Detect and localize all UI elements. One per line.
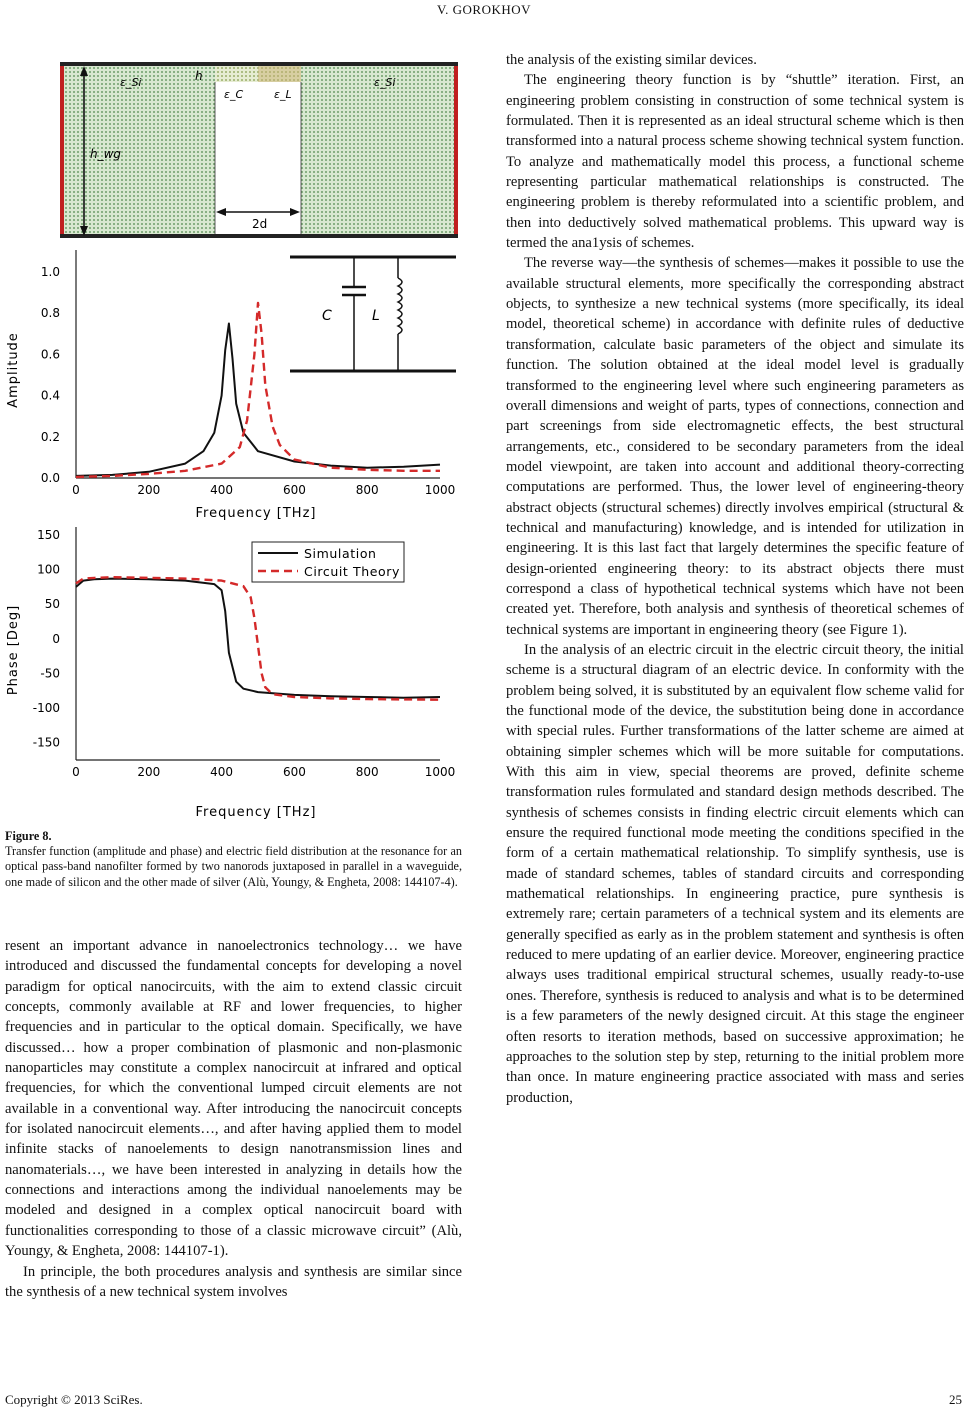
amplitude-ytick: 0.4 <box>40 388 60 403</box>
legend-simulation: Simulation <box>304 546 377 561</box>
phase-xtick: 0 <box>72 765 80 779</box>
phase-ytick: 100 <box>37 562 60 577</box>
eps-si-right: ε_Si <box>374 76 396 89</box>
phase-xtick: 600 <box>282 765 306 779</box>
footer-page-number: 25 <box>949 1392 962 1407</box>
amplitude-ytick: 0.8 <box>40 306 60 321</box>
caption-title: Figure 8. <box>5 829 52 843</box>
amplitude-xtick: 400 <box>210 483 234 497</box>
2d-label: 2d <box>252 217 268 231</box>
right-paragraph-2: The engineering theory function is by “shuttle” iteration. First, an engineering problem consisting in construction of some technical system is formulated. Then it is represented as an ideal structural scheme which is then transformed into a natural process scheme showing technical system function. To analyze and mathematically model this process, a functional scheme representing particular mathematical relationships is constructed. The engineering problem is thereby reformulated into a scientific problem, and then into deductively solved mathematical problems. This upward way is termed the ana1ysis of schemes. <box>506 72 964 252</box>
figure-caption <box>5 829 462 890</box>
eps-l-label: ε_L <box>274 88 292 101</box>
phase-xtick: 800 <box>355 765 379 779</box>
left-paragraph-1: resent an important advance in nanoelectronics technology… we have introduced and discussed the fundamental concepts for developing a novel paradigm for optical nanocircuits, with the aim to extend classic circuit concepts, commonly available at RF and lower frequencies, to higher frequencies and in particular to the optical domain. Specifically, we have discussed… how a proper combination of plasmonic and non-plasmonic nanoparticles may constitute a complex nanocircuit at infrared and optical frequencies, for which the conventional lumped circuit elements are not available in a conventional way. After introducing the nanocircuit concepts for isolated nanocircuit elements…, and after having applied them to model infinite stacks of nanoelements to design nanotransmission lines and nanomaterials…, we have been interested in analyzing in details how the connections and interactions among the individual nanoelements may be modeled and designed in a complex optical nanocircuit board with functionalities corresponding to those of a classic microwave circuit” (Alù, Youngy, & Engheta, 2008: 144107-1). <box>5 938 462 1260</box>
phase-ytick: 50 <box>44 597 60 612</box>
phase-series <box>76 577 440 700</box>
running-header: V. GOROKHOV <box>436 2 532 17</box>
amplitude-xtick: 1000 <box>424 483 456 497</box>
amplitude-ylabel: Amplitude <box>6 332 21 408</box>
c-label: C <box>322 308 332 324</box>
legend-circuit-theory: Circuit Theory <box>304 564 401 579</box>
left-paragraph-2: In principle, the both procedures analysis and synthesis are similar since the synthesis of a new technical system involves <box>5 1263 462 1300</box>
amplitude-chart <box>0 240 462 521</box>
caption-text: Transfer function (amplitude and phase) and electric field distribution at the resonance for an optical pass-band nanofilter formed by two nanorods juxtaposed in parallel in a waveguide, one made of silicon and the other made of silver (Alù, Youngy, & Engheta, 2008: 144107-4). <box>5 844 462 889</box>
phase-ytick: 150 <box>37 527 60 542</box>
phase-xtick: 400 <box>210 765 234 779</box>
phase-ylabel: Phase [Deg] <box>6 604 21 696</box>
amplitude-ytick: 0.0 <box>40 471 60 485</box>
right-column <box>506 50 964 1108</box>
amplitude-xtick: 0 <box>72 483 80 497</box>
phase-ytick: -150 <box>32 735 60 750</box>
phase-ytick: 0 <box>52 631 60 646</box>
footer-copyright: Copyright © 2013 SciRes. <box>5 1392 143 1407</box>
phase-xtick: 1000 <box>424 765 456 779</box>
phase-xtick: 200 <box>137 765 161 779</box>
l-label: L <box>372 308 380 324</box>
left-column <box>5 936 462 1302</box>
eps-c-label: ε_C <box>224 88 244 101</box>
amplitude-xtick: 600 <box>282 483 306 497</box>
amplitude-ytick: 0.2 <box>40 429 60 444</box>
phase-series-circuit-theory <box>76 577 440 700</box>
lc-circuit-inset <box>283 250 461 380</box>
amplitude-xtick: 200 <box>137 483 161 497</box>
right-paragraph-1: the analysis of the existing similar devices. <box>506 52 757 68</box>
right-paragraph-3: The reverse way—the synthesis of schemes—makes it possible to use the available structural elements, more specifically the corresponding abstract objects, to synthesize a new technical systems (more specifically, its ideal model, theoretical scheme) in accordance with definite rules of deductive transformation, calculate basic parameters of the object and simulate its function. The solution obtained at the ideal model level is gradually transformed to the engineering level where such engineering parameters as overall dimensions and weight of parts, types of connections, connection and part screenings from side electromagnetic effects, the best structural arrangements, etc., considered to be secondary parameters from the ideal model viewpoint, are taken into account and additional theory-correcting computations are performed. Thus, the lower level of engineering-theory abstract objects (structural schemes) directly involves empirical (structural & technical and manufacturing) knowledge, and is intended for utilization in engineering. It is this last fact that largely determines the specific feature of design-oriented engineering theory: to its abstract objects there must correspond a class of hypothetical technical systems which have not been created yet. Therefore, both analysis and synthesis of theoretical schemes of technical systems are important in engineering theory (see Figure 1). <box>506 255 964 638</box>
amplitude-ytick: 1.0 <box>40 265 60 279</box>
h-wg-label: h_wg <box>90 147 122 161</box>
field-distribution-panel <box>60 62 458 238</box>
phase-legend <box>252 542 404 582</box>
phase-ytick: -50 <box>40 666 60 681</box>
amplitude-xlabel: Frequency [THz] <box>195 506 317 521</box>
phase-xlabel: Frequency [THz] <box>195 805 317 820</box>
phase-chart <box>6 527 455 820</box>
h-label: h <box>195 69 203 83</box>
eps-si-left: ε_Si <box>120 76 142 89</box>
right-paragraph-4: In the analysis of an electric circuit in the electric circuit theory, the initial scheme is a structural diagram of an electric device. In conformity with the problem being solved, it is substituted by an equivalent flow scheme valid for the functional mode of the device, the substitution being done in accordance with special rules. Further transformations of the latter scheme are aimed at obtaining simpler schemes which will be more suitable for computations. With this aim in view, special theorems are proved, definite scheme transformation rules formulated and standard design methods described. The synthesis of schemes consists in finding electric circuit elements which can ensure the required functional mode meeting the conditions specified in the form of a certain mathematical relationship. To simplify synthesis, use is made of standard schemes, tables of standard circuits and corresponding mathematical relationships. In engineering practice, pure synthesis is extremely rare; certain parameters of a technical system and its elements are generally specified as early as in the problem statement and synthesis is often reduced to mere updating of an earlier device. Moreover, engineering practice always uses traditional empirical structural schemes, usually ready-to-use ones. Therefore, synthesis is reduced to analysis and what is to be determined is a few parameters of the newly designed circuit. At this stage the engineer often resorts to iteration methods, based on successive approximation; he approaches to the solution step by step, returning to the initial problem more than once. In mature engineering practice associated with mass and series production, <box>506 641 964 1106</box>
amplitude-ytick: 0.6 <box>40 347 60 362</box>
phase-ytick: -100 <box>32 701 60 716</box>
amplitude-xtick: 800 <box>355 483 379 497</box>
